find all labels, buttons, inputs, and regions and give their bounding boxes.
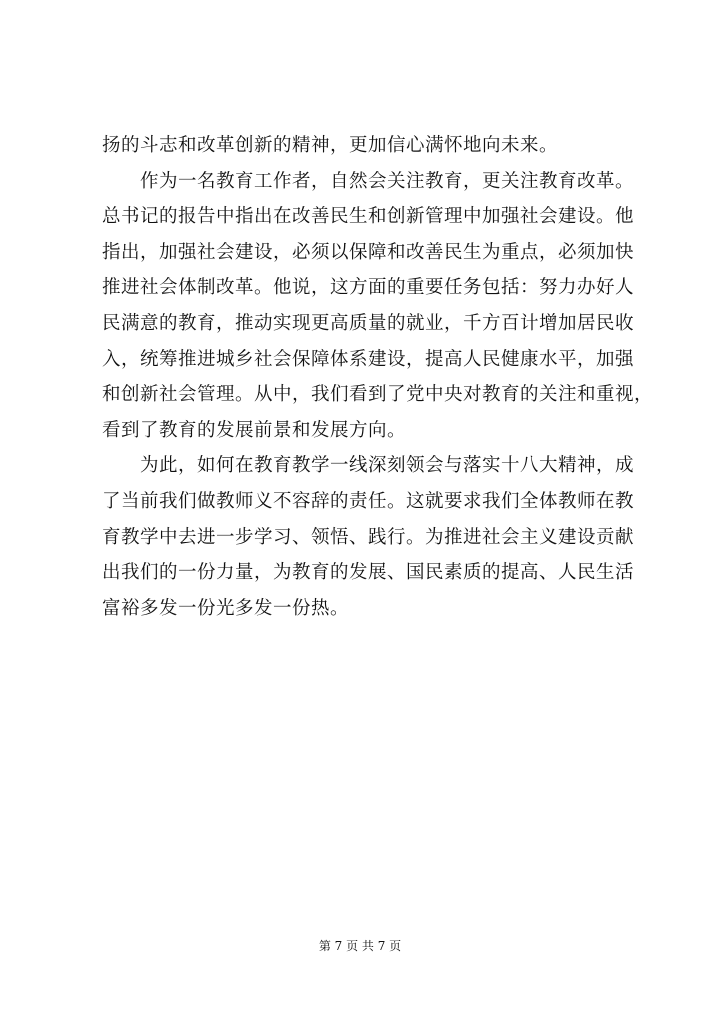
text-line: 出我们的一份力量，为教育的发展、国民素质的提高、人民生活 xyxy=(102,562,635,584)
text-line: 入，统筹推进城乡社会保障体系建设，提高人民健康水平，加强 xyxy=(102,348,635,370)
page-number-footer: 第 7 页 共 7 页 xyxy=(318,939,402,953)
text-line: 看到了教育的发展前景和发展方向。 xyxy=(102,419,407,441)
text-line: 富裕多发一份光多发一份热。 xyxy=(102,597,350,619)
text-line: 作为一名教育工作者，自然会关注教育，更关注教育改革。 xyxy=(102,170,635,192)
text-line: 为此，如何在教育教学一线深刻领会与落实十八大精神，成 xyxy=(102,455,635,477)
text-line: 了当前我们做教师义不容辞的责任。这就要求我们全体教师在教 xyxy=(102,490,635,512)
text-line: 总书记的报告中指出在改善民生和创新管理中加强社会建设。他 xyxy=(102,206,635,228)
text-line: 指出，加强社会建设，必须以保障和改善民生为重点，必须加快 xyxy=(102,241,635,263)
body-text xyxy=(102,128,654,626)
text-line: 育教学中去进一步学习、领悟、践行。为推进社会主义建设贡献 xyxy=(102,526,635,548)
text-line: 民满意的教育，推动实现更高质量的就业，千方百计增加居民收 xyxy=(102,312,635,334)
text-line: 和创新社会管理。从中，我们看到了党中央对教育的关注和重视， xyxy=(102,384,654,406)
text-line: 推进社会体制改革。他说，这方面的重要任务包括：努力办好人 xyxy=(102,277,635,299)
text-line: 扬的斗志和改革创新的精神，更加信心满怀地向未来。 xyxy=(102,135,559,156)
